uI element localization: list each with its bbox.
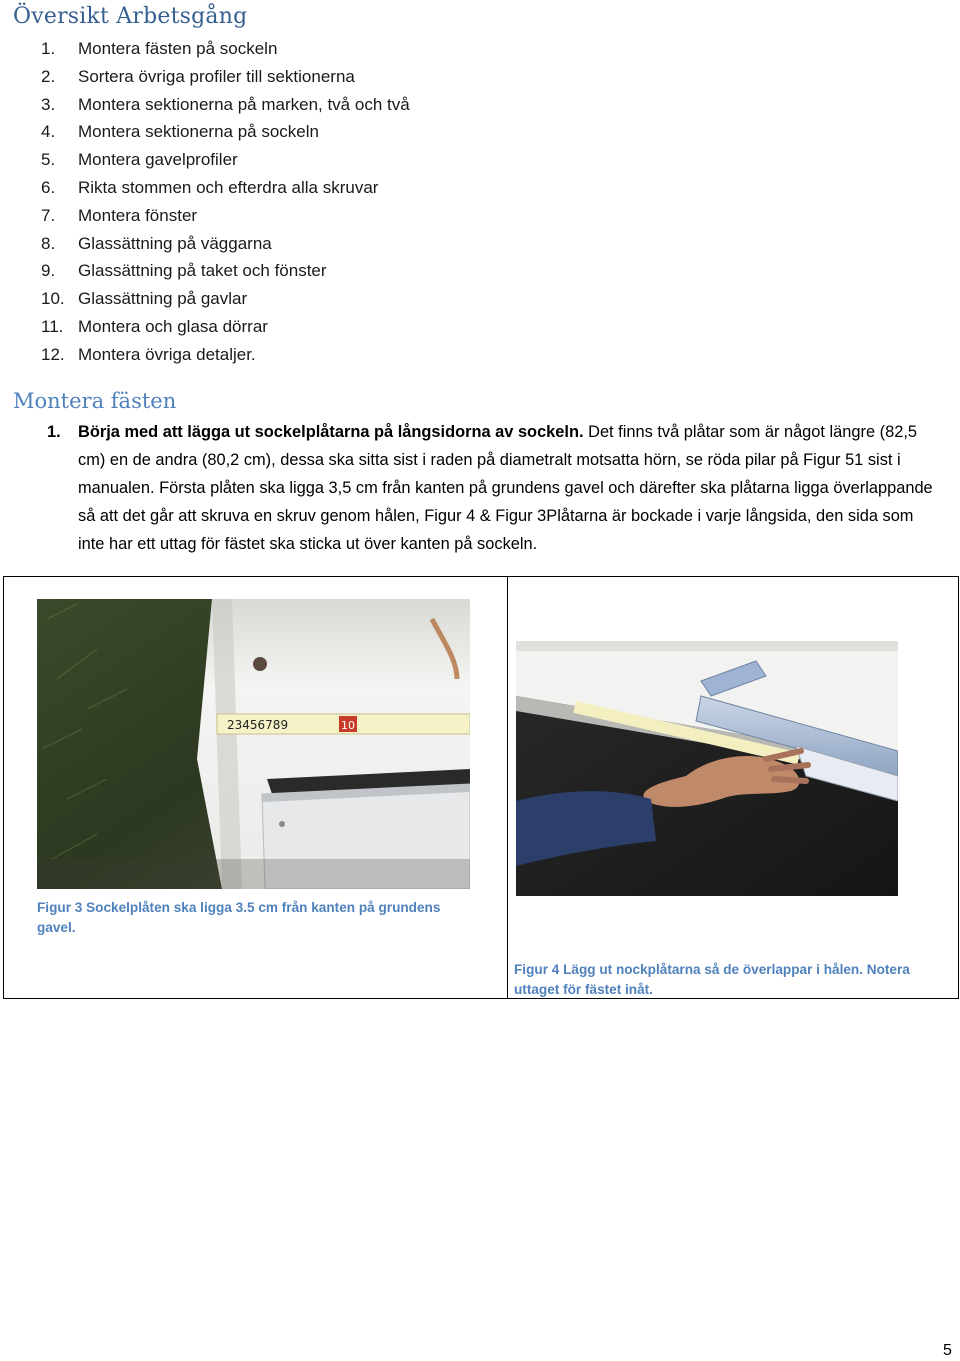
list-item — [41, 257, 410, 285]
list-item — [41, 230, 410, 258]
paragraph-text: Det finns två plåtar som är något längre (82,5 cm) en de andra (80,2 cm), dessa ska sitta sist i raden på diametralt motsatta hörn, se röda pilar på Figur 51 sist i manualen. Första plåten ska ligga 3,5 cm från kanten på grundens gavel och därefter ska plåtarna ligga överlappande så att det går att skruva en skruv genom hålen, Figur 4 & Figur 3Plåtarna är bockade i varje långsida, den sida som inte har ett uttag för fästet ska sticka ut över kanten på sockeln. — [78, 423, 933, 553]
figure-table-divider — [507, 577, 508, 998]
overview-step-list — [41, 35, 410, 369]
step-number: 7. — [41, 205, 56, 225]
step-text: Montera och glasa dörrar — [78, 316, 268, 336]
step-number: 4. — [41, 122, 56, 142]
list-item — [41, 202, 410, 230]
paragraph-bold-lead: Börja med att lägga ut sockelplåtarna på långsidorna av sockeln. — [78, 423, 584, 441]
step-text: Glassättning på väggarna — [78, 233, 272, 253]
list-item — [41, 63, 410, 91]
step-number: 9. — [41, 261, 56, 281]
step-text: Montera sektionerna på sockeln — [78, 122, 319, 142]
figure-3-caption: Figur 3 Sockelplåten ska ligga 3.5 cm från kanten på grundens gavel. — [37, 900, 441, 935]
step-number: 2. — [41, 66, 56, 86]
step-number: 12. — [41, 344, 65, 364]
list-item — [41, 91, 410, 119]
page-heading-overview: Översikt Arbetsgång — [13, 4, 248, 29]
step-text: Montera övriga detaljer. — [78, 344, 256, 364]
step-text: Montera fönster — [78, 205, 198, 225]
figure-table — [3, 576, 959, 999]
figure-4-caption: Figur 4 Lägg ut nockplåtarna så de överlappar i hålen. Notera uttaget för fästet inåt. — [514, 962, 910, 997]
step-text: Sortera övriga profiler till sektionerna — [78, 66, 355, 86]
step-text: Glassättning på gavlar — [78, 289, 248, 309]
step-number: 1. — [41, 39, 56, 58]
paragraph-number: 1. — [47, 423, 61, 441]
step-text: Glassättning på taket och fönster — [78, 261, 327, 281]
bolt-hole — [253, 657, 267, 671]
figure-3-photo — [37, 599, 470, 889]
step-text: Montera sektionerna på marken, två och två — [78, 94, 410, 114]
section-heading-fasten: Montera fästen — [13, 389, 177, 413]
step-text: Montera fästen på sockeln — [78, 39, 278, 58]
paragraph-body — [78, 418, 941, 558]
step-number: 6. — [41, 177, 56, 197]
step-number: 5. — [41, 150, 56, 170]
step-number: 3. — [41, 94, 56, 114]
list-item — [41, 146, 410, 174]
list-item — [41, 35, 410, 63]
list-item — [41, 341, 410, 369]
step-text: Montera gavelprofiler — [78, 150, 238, 170]
step-number: 11. — [41, 316, 64, 336]
list-item — [41, 313, 410, 341]
tape-mark-label: 10 — [341, 719, 355, 732]
tape-digits: 23456789 — [227, 718, 289, 732]
instruction-paragraph — [41, 418, 941, 558]
step-number: 8. — [41, 233, 56, 253]
list-item — [41, 174, 410, 202]
step-number: 10. — [41, 289, 65, 309]
list-item — [41, 285, 410, 313]
page-number: 5 — [943, 1342, 952, 1359]
step-text: Rikta stommen och efterdra alla skruvar — [78, 177, 379, 197]
figure-4-photo — [516, 641, 898, 896]
list-item — [41, 118, 410, 146]
